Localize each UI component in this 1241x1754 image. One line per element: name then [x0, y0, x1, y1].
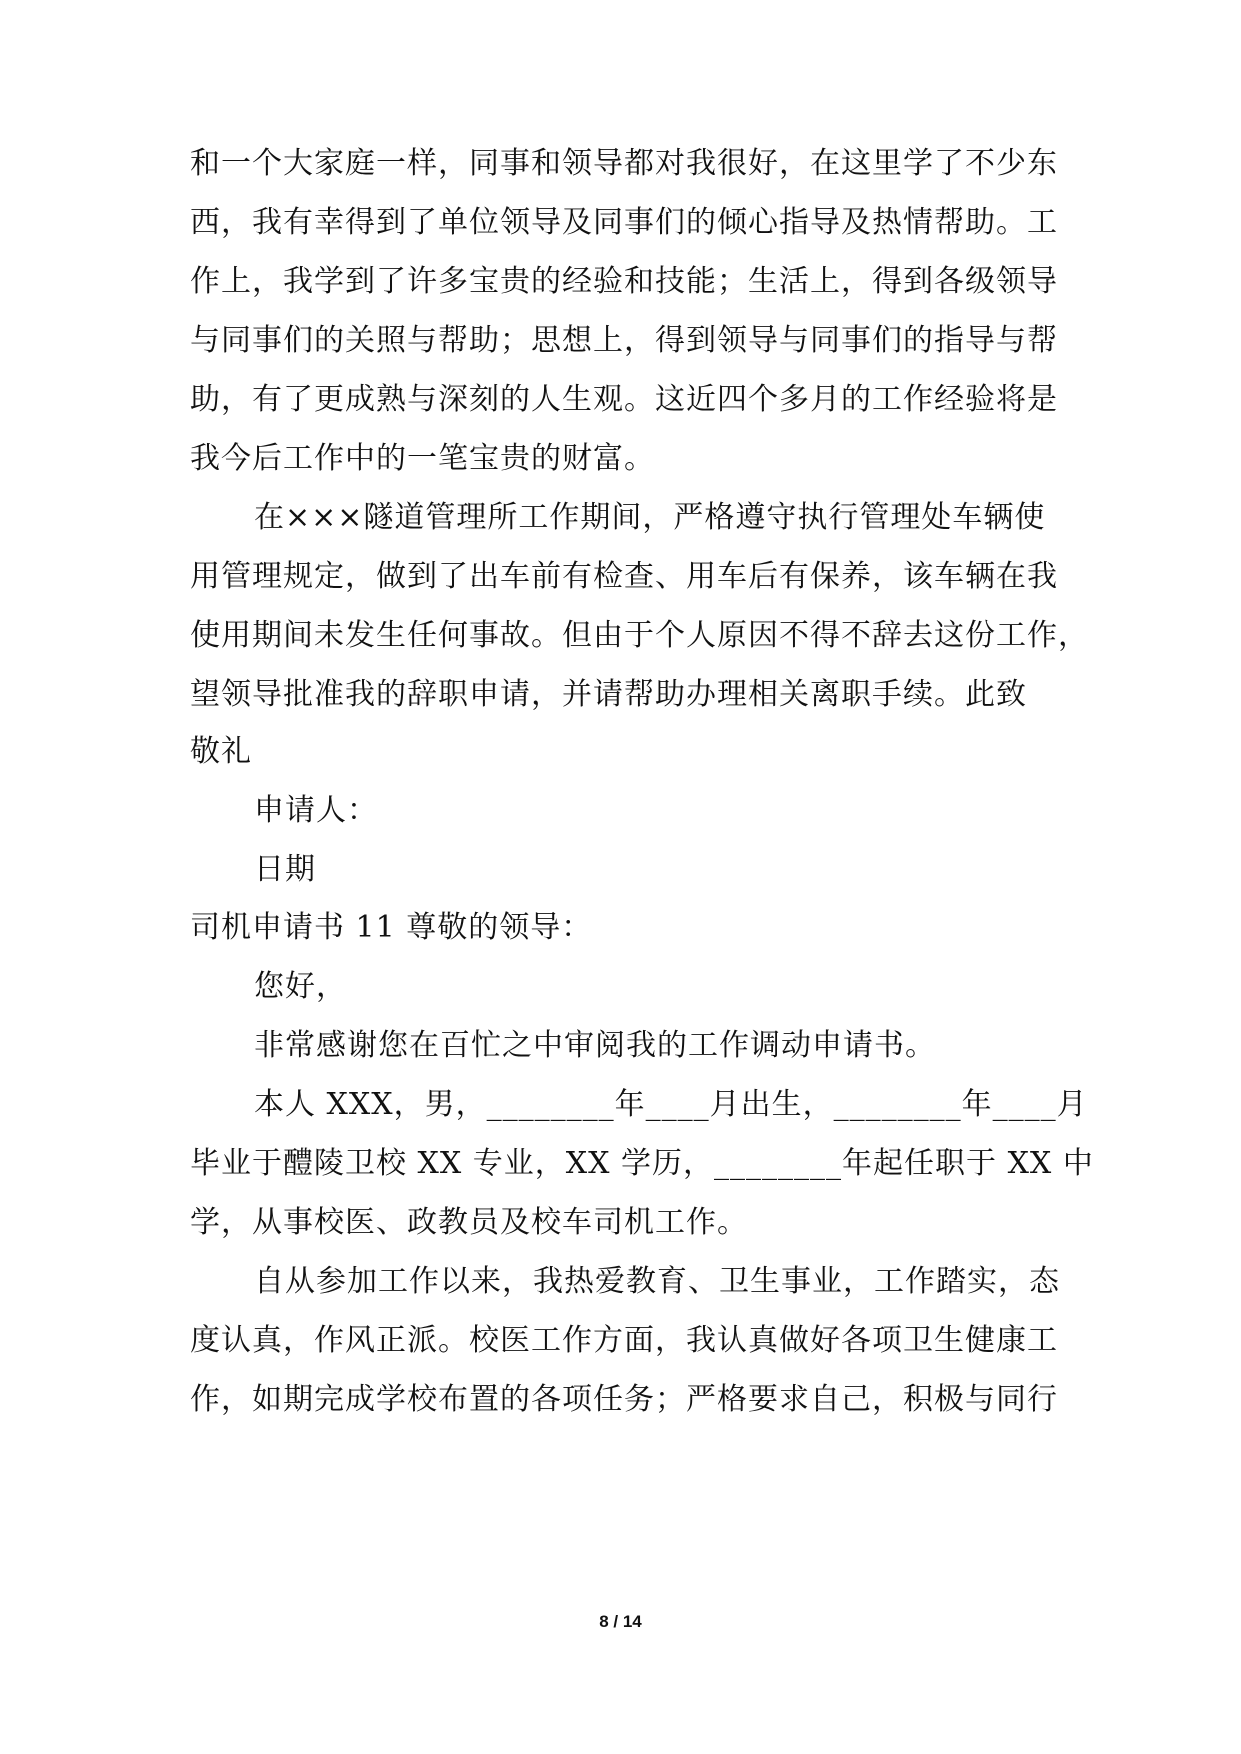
paragraph-start-line: 自从参加工作以来，我热爱教育、卫生事业，工作踏实，态 [254, 1264, 1060, 1299]
date-label: 日期 [254, 852, 316, 887]
text-line: 西，我有幸得到了单位领导及同事们的倾心指导及热情帮助。工 [190, 205, 1058, 240]
text-line: 我今后工作中的一笔宝贵的财富。 [190, 441, 655, 476]
text-line: 毕业于醴陵卫校 XX 专业，XX 学历，________年起任职于 XX 中 [190, 1146, 1094, 1181]
text-line: 使用期间未发生任何事故。但由于个人原因不得不辞去这份工作， [190, 618, 1089, 653]
text-line: 作上，我学到了许多宝贵的经验和技能；生活上，得到各级领导 [190, 264, 1058, 299]
closing-salutation: 敬礼 [190, 734, 252, 769]
text-line: 助，有了更成熟与深刻的人生观。这近四个多月的工作经验将是 [190, 382, 1058, 417]
greeting: 您好， [254, 969, 347, 1004]
letter-heading: 司机申请书 11 尊敬的领导： [190, 910, 593, 945]
paragraph-start-line: 在×××隧道管理所工作期间，严格遵守执行管理处车辆使 [254, 500, 1046, 535]
paragraph-start-line: 本人 XXX，男，________年____月出生，________年____月 [254, 1087, 1088, 1122]
paragraph-start-line: 非常感谢您在百忙之中审阅我的工作调动申请书。 [254, 1028, 936, 1063]
text-line: 学，从事校医、政教员及校车司机工作。 [190, 1205, 748, 1240]
text-line: 作，如期完成学校布置的各项任务；严格要求自己，积极与同行 [190, 1382, 1058, 1417]
text-line: 和一个大家庭一样，同事和领导都对我很好，在这里学了不少东 [190, 146, 1058, 181]
text-line: 与同事们的关照与帮助；思想上，得到领导与同事们的指导与帮 [190, 323, 1058, 358]
page-number: 8 / 14 [599, 1612, 642, 1631]
text-line: 度认真，作风正派。校医工作方面，我认真做好各项卫生健康工 [190, 1323, 1058, 1358]
text-line: 用管理规定，做到了出车前有检查、用车后有保养，该车辆在我 [190, 559, 1058, 594]
applicant-label: 申请人： [254, 793, 378, 828]
text-line: 望领导批准我的辞职申请，并请帮助办理相关离职手续。此致 [190, 677, 1027, 712]
